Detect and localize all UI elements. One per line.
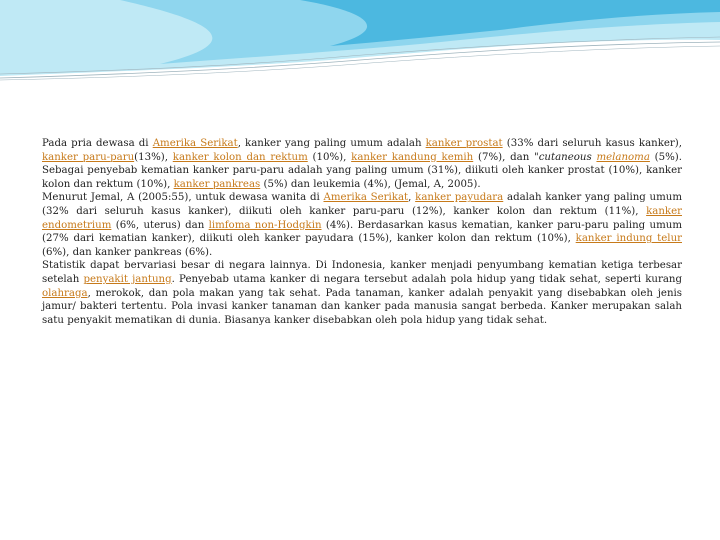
- text: (5%) dan leukemia (4%), (Jemal, A, 2005).: [260, 178, 481, 190]
- text: . Penyebab utama kanker di negara tersebut adalah pola hidup yang tidak sehat, seperti kurang: [171, 273, 682, 285]
- link-kanker-payudara[interactable]: kanker payudara: [415, 192, 504, 204]
- paragraph-women-statistics: [42, 191, 682, 259]
- text: , merokok, dan pola makan yang tak sehat. Pada tanaman, kanker adalah penyakit yang disebabkan oleh jenis jamur/ bakteri tertentu. Pola invasi kanker tanaman dan kanker pada manusia sangat berbeda. Kanker merupakan salah satu penyakit mematikan di dunia. Biasanya kanker disebabkan oleh pola hidup yang tidak sehat.: [42, 287, 682, 326]
- link-penyakit-jantung[interactable]: penyakit jantung: [83, 273, 172, 285]
- link-olahraga[interactable]: olahraga: [42, 287, 88, 299]
- text: Pada pria dewasa di: [42, 138, 153, 149]
- link-amerika-serikat-2[interactable]: Amerika Serikat: [323, 192, 409, 204]
- link-limfoma-non-hodgkin[interactable]: limfoma non-Hodgkin: [208, 219, 322, 231]
- header-wave-decoration: [0, 0, 720, 90]
- text: Menurut Jemal, A (2005:55), untuk dewasa wanita di: [42, 192, 324, 204]
- link-melanoma[interactable]: melanoma: [596, 151, 650, 163]
- italic-text: cutaneous: [538, 151, 592, 163]
- link-kanker-endometrium[interactable]: kanker endometrium: [42, 205, 682, 231]
- text: (7%), dan ": [473, 151, 539, 163]
- link-kanker-kolon-rektum[interactable]: kanker kolon dan rektum: [172, 151, 308, 163]
- paragraph-men-statistics: [42, 137, 682, 191]
- link-kanker-paru-paru[interactable]: kanker paru-paru: [42, 151, 135, 163]
- text: adalah kanker yang paling umum (32% dari seluruh kasus kanker), diikuti oleh kanker paru-paru (12%), kanker kolon dan rektum (11%),: [42, 192, 683, 217]
- link-kanker-indung-telur[interactable]: kanker indung telur: [575, 233, 682, 245]
- text: (5%). Sebagai penyebab kematian kanker paru-paru adalah yang paling umum (31%), diikuti oleh kanker prostat (10%), kanker kolon dan rektum (10%),: [42, 151, 683, 190]
- link-kanker-kandung-kemih[interactable]: kanker kandung kemih: [351, 151, 474, 163]
- text: (10%),: [307, 151, 352, 163]
- link-amerika-serikat[interactable]: Amerika Serikat: [152, 138, 238, 149]
- link-kanker-prostat[interactable]: kanker prostat: [425, 138, 503, 149]
- link-kanker-pankreas[interactable]: kanker pankreas: [173, 178, 261, 190]
- article-body: [42, 137, 682, 327]
- text: ,: [408, 192, 416, 204]
- paragraph-indonesia-statistics: [42, 259, 682, 327]
- text: (4%). Berdasarkan kasus kematian, kanker paru-paru paling umum (27% dari kematian kanker), diikuti oleh kanker payudara (15%), kanker kolon dan rektum (10%),: [42, 219, 682, 245]
- text: (6%), dan kanker pankreas (6%).: [42, 246, 213, 258]
- text: (13%),: [134, 151, 173, 163]
- text: (33% dari seluruh kasus kanker),: [502, 138, 682, 149]
- text: Statistik dapat bervariasi besar di negara lainnya. Di Indonesia, kanker menjadi penyumbang kematian ketiga terbesar setelah: [42, 260, 682, 285]
- text: (6%, uterus) dan: [111, 219, 209, 231]
- text: , kanker yang paling umum adalah: [237, 138, 426, 149]
